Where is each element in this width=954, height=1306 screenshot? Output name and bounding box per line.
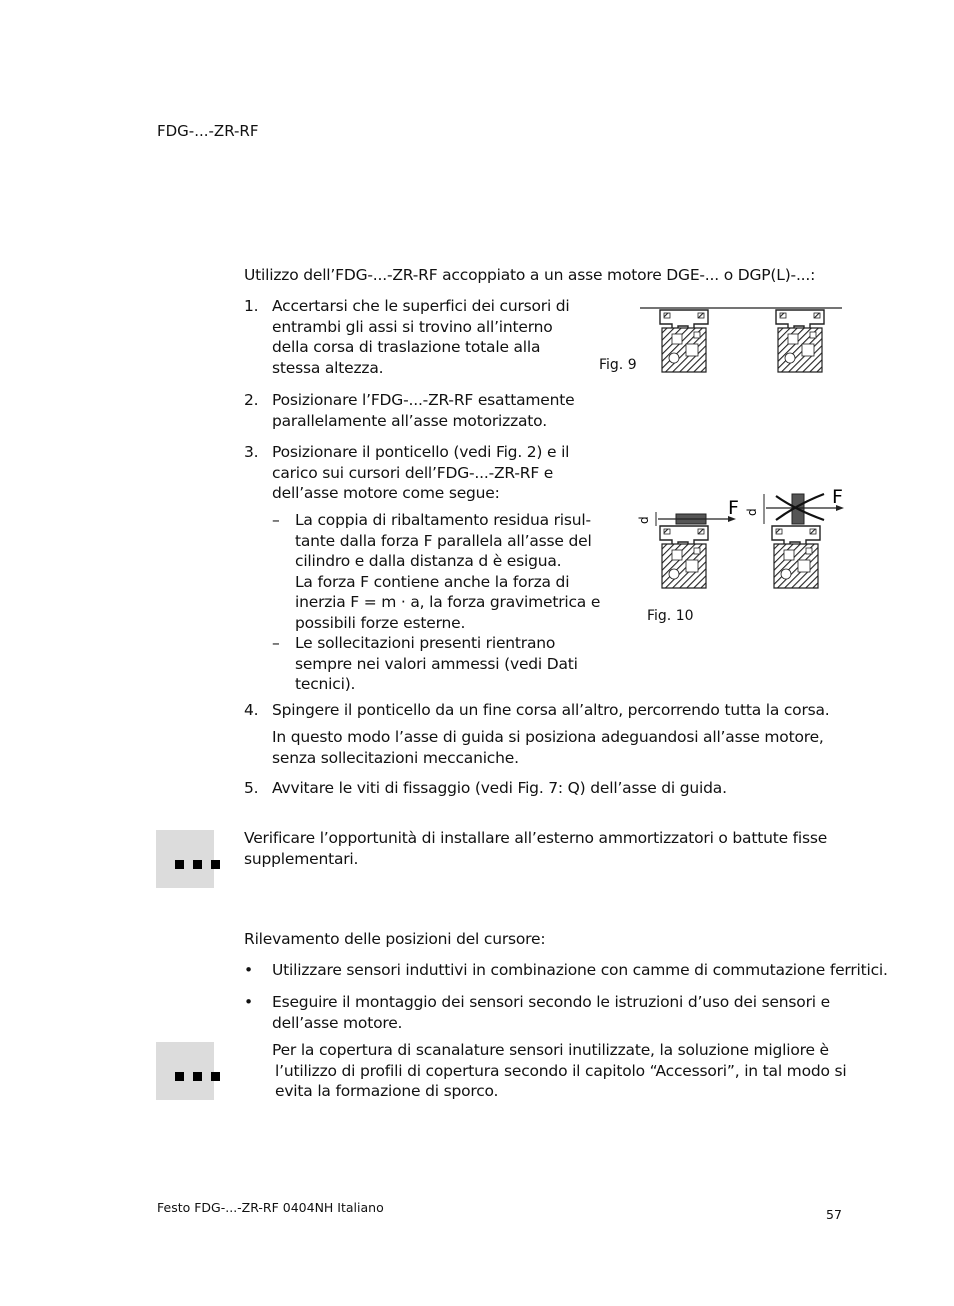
note-square — [193, 860, 202, 869]
fig10-diagram — [636, 486, 852, 596]
step-1-text — [272, 296, 570, 378]
sub-line: possibili forze esterne. — [295, 613, 466, 632]
intro-text: Utilizzo dell’FDG-...-ZR-RF accoppiato a un asse motore DGE-... o DGP(L)-...: — [244, 266, 816, 284]
step-line: della corsa di traslazione totale alla — [272, 338, 541, 357]
step-line: carico sui cursori dell’FDG-...-ZR-RF e — [272, 463, 554, 482]
sub-item-2 — [295, 633, 578, 695]
note-line: Per la copertura di scanalature sensori inutilizzate, la soluzione migliore è — [272, 1041, 829, 1059]
fig10-d-right: d — [745, 508, 759, 516]
fig10-profile-right — [772, 526, 820, 588]
step-number: 5. — [244, 779, 259, 797]
step-line: Posizionare il ponticello (vedi Fig. 2) e il — [272, 443, 570, 461]
dash-symbol: – — [272, 511, 280, 529]
note-line: supplementari. — [244, 849, 359, 868]
note-line: l’utilizzo di profili di copertura secondo il capitolo “Accessori”, in tal modo si — [275, 1061, 847, 1080]
bullet-line: Eseguire il montaggio dei sensori secondo le istruzioni d’uso dei sensori e — [272, 993, 830, 1011]
step-line: dell’asse motore come segue: — [272, 484, 500, 503]
step-line: senza sollecitazioni meccaniche. — [272, 748, 519, 767]
note-square — [175, 1072, 184, 1081]
step-line: In questo modo l’asse di guida si posiziona adeguandosi all’asse motore, — [272, 728, 824, 746]
dash-symbol: – — [272, 634, 280, 652]
note-square — [175, 860, 184, 869]
step-number: 2. — [244, 391, 259, 409]
note-square — [193, 1072, 202, 1081]
fig9-diagram — [636, 300, 846, 380]
bullet-1-text: Utilizzare sensori induttivi in combinazione con camme di commutazione ferritici. — [272, 961, 888, 979]
step-3-text — [272, 442, 569, 504]
step-5-text: Avvitare le viti di fissaggio (vedi Fig. 7: Q) dell’asse di guida. — [272, 779, 727, 797]
sub-line: tante dalla forza F parallela all’asse del — [295, 531, 592, 550]
sub-line: cilindro e dalla distanza d è esigua. — [295, 552, 562, 571]
footer-text: Festo FDG-...-ZR-RF 0404NH Italiano — [157, 1200, 384, 1215]
note-square — [211, 1072, 220, 1081]
sub-line: sempre nei valori ammessi (vedi Dati — [295, 654, 578, 673]
sub-line: La coppia di ribaltamento residua risul- — [295, 511, 591, 529]
bullet-symbol: • — [244, 961, 253, 979]
bullet-line: dell’asse motore. — [272, 1013, 403, 1032]
sub-line: inerzia F = m · a, la forza gravimetrica e — [295, 593, 601, 612]
step-line: parallelamente all’asse motorizzato. — [272, 411, 547, 430]
note-line: Verificare l’opportunità di installare all’esterno ammortizzatori o battute fisse — [244, 829, 828, 847]
step-line: entrambi gli assi si trovino all’interno — [272, 317, 553, 336]
fig10-F-left: F — [728, 497, 739, 519]
step-4-text: Spingere il ponticello da un fine corsa all’altro, percorrendo tutta la corsa. — [272, 701, 830, 719]
note-line: evita la formazione di sporco. — [275, 1082, 499, 1101]
step-number: 4. — [244, 701, 259, 719]
note-square — [211, 860, 220, 869]
fig9-caption: Fig. 9 — [599, 357, 637, 373]
sub-item-1 — [295, 510, 600, 634]
fig10-profile-left — [660, 526, 708, 588]
step-number: 1. — [244, 297, 259, 315]
section-2-intro: Rilevamento delle posizioni del cursore: — [244, 930, 546, 948]
fig9-profile-right — [776, 310, 824, 372]
step-line: stessa altezza. — [272, 358, 384, 377]
sub-line: tecnici). — [295, 675, 356, 694]
sub-line: Le sollecitazioni presenti rientrano — [295, 634, 556, 652]
step-line: Posizionare l’FDG-...-ZR-RF esattamente — [272, 391, 575, 409]
running-header: FDG-...-ZR-RF — [157, 122, 259, 140]
bullet-symbol: • — [244, 993, 253, 1011]
sub-line: La forza F contiene anche la forza di — [295, 572, 570, 591]
fig9-profile-left — [660, 310, 708, 372]
step-line: Accertarsi che le superfici dei cursori di — [272, 297, 570, 315]
step-number: 3. — [244, 443, 259, 461]
fig10-F-right: F — [832, 486, 843, 508]
note-icon — [156, 830, 214, 888]
note-2-text — [272, 1040, 846, 1102]
note-icon — [156, 1042, 214, 1100]
page-number: 57 — [826, 1207, 842, 1222]
note-1-text — [244, 828, 827, 869]
step-4-extra — [272, 727, 824, 768]
fig10-d-left: d — [637, 516, 651, 524]
fig10-caption: Fig. 10 — [647, 608, 694, 624]
bullet-2-text — [272, 992, 830, 1033]
step-2-text — [272, 390, 574, 431]
